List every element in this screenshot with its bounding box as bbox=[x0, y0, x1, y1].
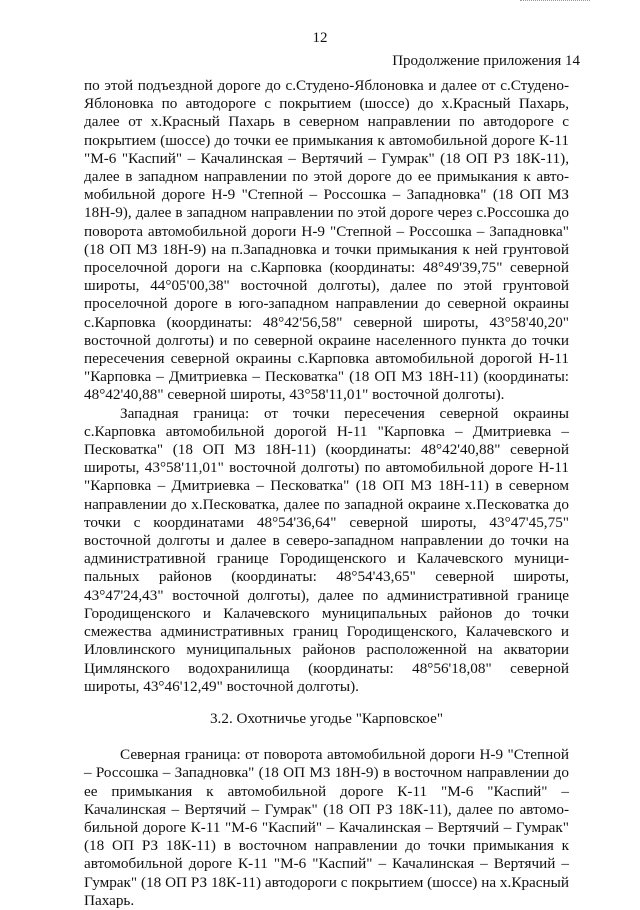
scan-edge-mark bbox=[520, 0, 590, 2]
section-heading: 3.2. Охотничье угодье "Карповское" bbox=[209, 709, 444, 727]
paragraph-western-boundary: Западная граница: от точки пересечения северной окраины с.Карповка автомобильной дорогой Н-11 "Карповка – Дмитриевка – Песковатка" (18 ОП МЗ 18Н-11) (координаты: 48°42'40,88" северной широты, 43°58'11,01" восточной долготы) по автомобильной дороге Н-11 "Карповка – Дмитриевка – Песковатка" (18 ОП МЗ 18Н-11) в северном направлении до х.Песковатка, далее по западной окраине х.Песковатка до точки с координатами 48°54'36,64" северной широты, 43°47'45,75" восточной долготы и далее в северо-западном направлении до точки на административной границе Городищенского и Калачевского муниципальных районов (координаты: 48°54'43,65" северной широты, 43°47'24,43" восточной долготы), далее по административной границе Городищенского и Калачевского муниципальных районов до точки смежества административных границ Городищенского, Калачевского и Иловлинского муниципальных районов расположенной на акватории Цимлянского водохранилища (координаты: 48°56'18,08" северной широты, 43°46'12,49" восточной долготы). bbox=[84, 404, 569, 695]
document-body bbox=[84, 77, 569, 910]
page-number: 12 bbox=[312, 30, 328, 46]
appendix-continuation-label: Продолжение приложения 14 bbox=[392, 53, 580, 69]
paragraph-northern-route-continued: по этой подъездной дороге до с.Студено-Яблоновка и далее от с.Студено-Яблоновка по автодороге с покрытием (шоссе) до х.Красный Пахарь, далее от х.Красный Пахарь в северном направлении по автодороге с покрытием (шоссе) до точки ее примыкания к автомобильной дороге К-11 "М-6 "Каспий" – Качалинская – Вертячий – Гумрак" (18 ОП РЗ 18К-11), далее в западном направлении по этой дороге до ее примыкания к автомобильной дороге Н-9 "Степной – Россошка – Западновка" (18 ОП МЗ 18Н-9), далее в западном направлении по этой дороге через с.Россошка до поворота автомобильной дороги Н-9 "Степной – Россошка – Западновка" (18 ОП МЗ 18Н-9) на п.Западновка и точки примыкания к ней грунтовой проселочной дороги на с.Карповка (координаты: 48°49'39,75" северной широты, 44°05'00,38" восточной долготы), далее по этой грунтовой проселочной дороге в юго-западном направлении до северной окраины с.Карповка (координаты: 48°42'56,58" северной широты, 43°58'40,20" восточной долготы) и по северной окраине населенного пункта до точки пересечения северной окраины с.Карповка автомобильной дорогой Н-11 "Карповка – Дмитриевка – Песковатка" (18 ОП МЗ 18Н-11) (координаты: 48°42'40,88" северной широты, 43°58'11,01" восточной долготы). bbox=[84, 77, 569, 404]
paragraph-northern-boundary: Северная граница: от поворота автомобильной дороги Н-9 "Степной – Россошка – Западновка" (18 ОП МЗ 18Н-9) в восточном направлении до ее примыкания к автомобильной дороге К-11 "М-6 "Каспий" – Качалинская – Вертячий – Гумрак" (18 ОП РЗ 18К-11), далее по автомобильной дороге К-11 "М-6 "Каспий" – Качалинская – Вертячий – Гумрак" (18 ОП РЗ 18К-11) в восточном направлении до точки примыкания к автомобильной дороге К-11 "М-6 "Каспий" – Качалинская – Вертячий – Гумрак" (18 ОП РЗ 18К-11) автодороги с покрытием (шоссе) на х.Красный Пахарь. bbox=[84, 746, 569, 909]
